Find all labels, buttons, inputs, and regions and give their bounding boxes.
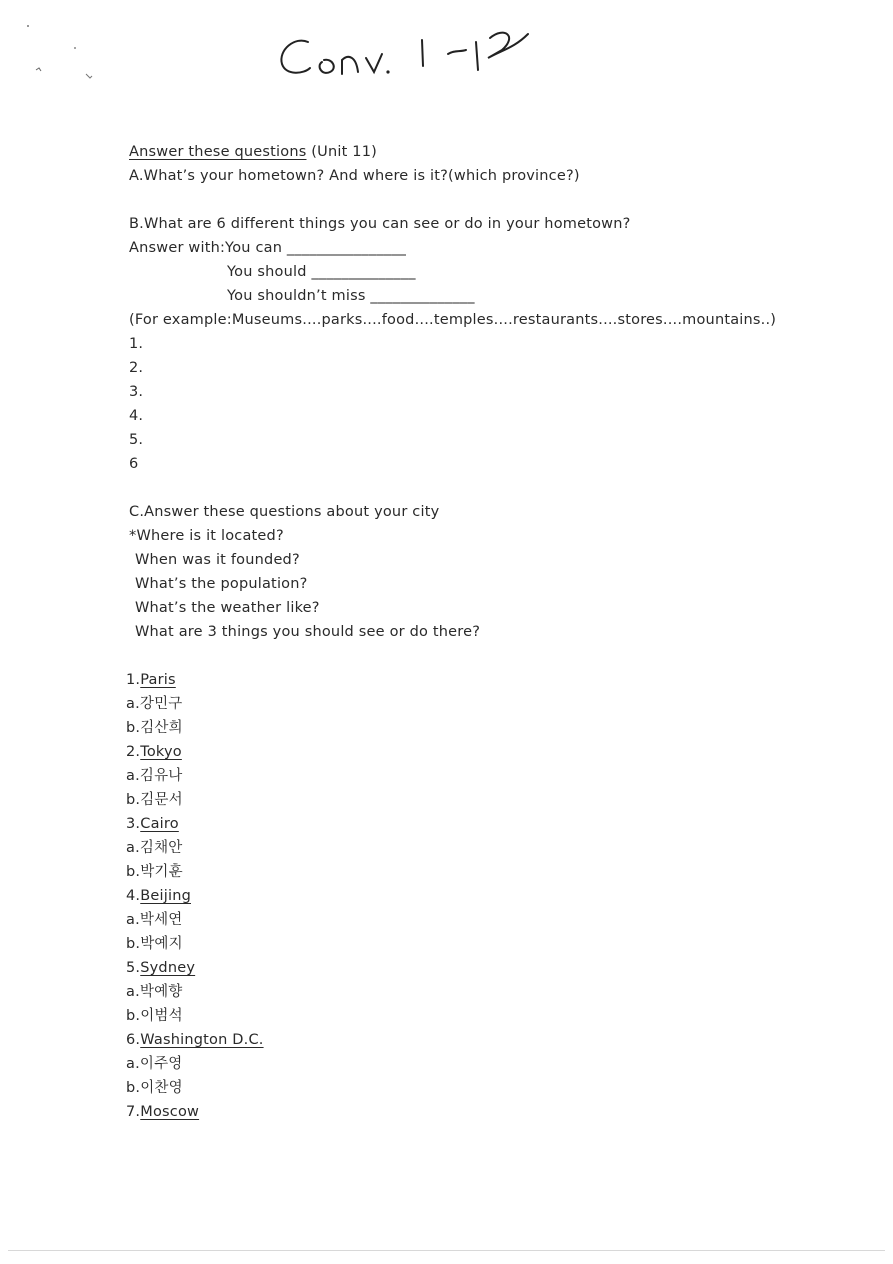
city-name: Moscow — [140, 1104, 200, 1120]
city-heading — [126, 884, 849, 908]
city-number: 7. — [126, 1104, 141, 1120]
city-number: 6. — [126, 1032, 141, 1048]
example-line: (For example:Museums....parks....food....temples....restaurants....stores....mountains..) — [129, 312, 777, 328]
question-c-title: C.Answer these questions about your city — [129, 504, 440, 520]
student-a: a.이주영 — [126, 1056, 183, 1072]
student-b: b.김문서 — [126, 792, 183, 808]
answer-with-line-1: Answer with:You can ________________ — [129, 240, 407, 256]
scan-specks — [20, 20, 110, 90]
student-a: a.김채안 — [126, 840, 183, 856]
question-c-item: What’s the population? — [135, 576, 308, 592]
city-number: 5. — [126, 960, 141, 976]
question-b: B.What are 6 different things you can see or do in your hometown? — [129, 216, 631, 232]
city-name: Sydney — [140, 960, 196, 976]
city-name: Washington D.C. — [140, 1032, 264, 1048]
scan-edge-line — [8, 1250, 885, 1251]
blank-item: 6 — [129, 456, 139, 472]
worksheet — [126, 140, 849, 1124]
city-number: 2. — [126, 744, 141, 760]
blank-item: 3. — [129, 384, 144, 400]
question-c-item: What are 3 things you should see or do there? — [135, 624, 481, 640]
question-c-item: What’s the weather like? — [135, 600, 320, 616]
question-c-item: When was it founded? — [135, 552, 300, 568]
city-heading — [126, 740, 849, 764]
question-c-item: *Where is it located? — [129, 528, 284, 544]
city-name: Paris — [140, 672, 176, 688]
city-heading — [126, 812, 849, 836]
student-b: b.박기훈 — [126, 864, 183, 880]
city-number: 3. — [126, 816, 141, 832]
student-a: a.강민구 — [126, 696, 183, 712]
city-list — [126, 668, 849, 1124]
city-name: Beijing — [140, 888, 191, 904]
section-heading — [129, 140, 849, 164]
city-heading — [126, 956, 849, 980]
city-name: Tokyo — [140, 744, 182, 760]
blank-item: 1. — [129, 336, 144, 352]
student-b: b.김산희 — [126, 720, 183, 736]
student-a: a.박예향 — [126, 984, 183, 1000]
section-heading-unit: (Unit 11) — [306, 144, 377, 160]
section-heading-underlined: Answer these questions — [129, 144, 307, 160]
student-b: b.이범석 — [126, 1008, 183, 1024]
city-name: Cairo — [140, 816, 179, 832]
city-heading — [126, 668, 849, 692]
student-a: a.김유나 — [126, 768, 183, 784]
blank-item: 5. — [129, 432, 144, 448]
city-number: 1. — [126, 672, 141, 688]
city-heading — [126, 1100, 849, 1124]
student-b: b.박예지 — [126, 936, 183, 952]
student-a: a.박세연 — [126, 912, 183, 928]
blank-item: 2. — [129, 360, 144, 376]
city-heading — [126, 1028, 849, 1052]
student-b: b.이찬영 — [126, 1080, 183, 1096]
city-number: 4. — [126, 888, 141, 904]
answer-with-line-2: You should ______________ — [227, 264, 416, 280]
handwritten-title — [270, 22, 550, 92]
answer-with-line-3: You shouldn’t miss ______________ — [227, 288, 475, 304]
question-a: A.What’s your hometown? And where is it?(which province?) — [129, 168, 580, 184]
blank-item: 4. — [129, 408, 144, 424]
